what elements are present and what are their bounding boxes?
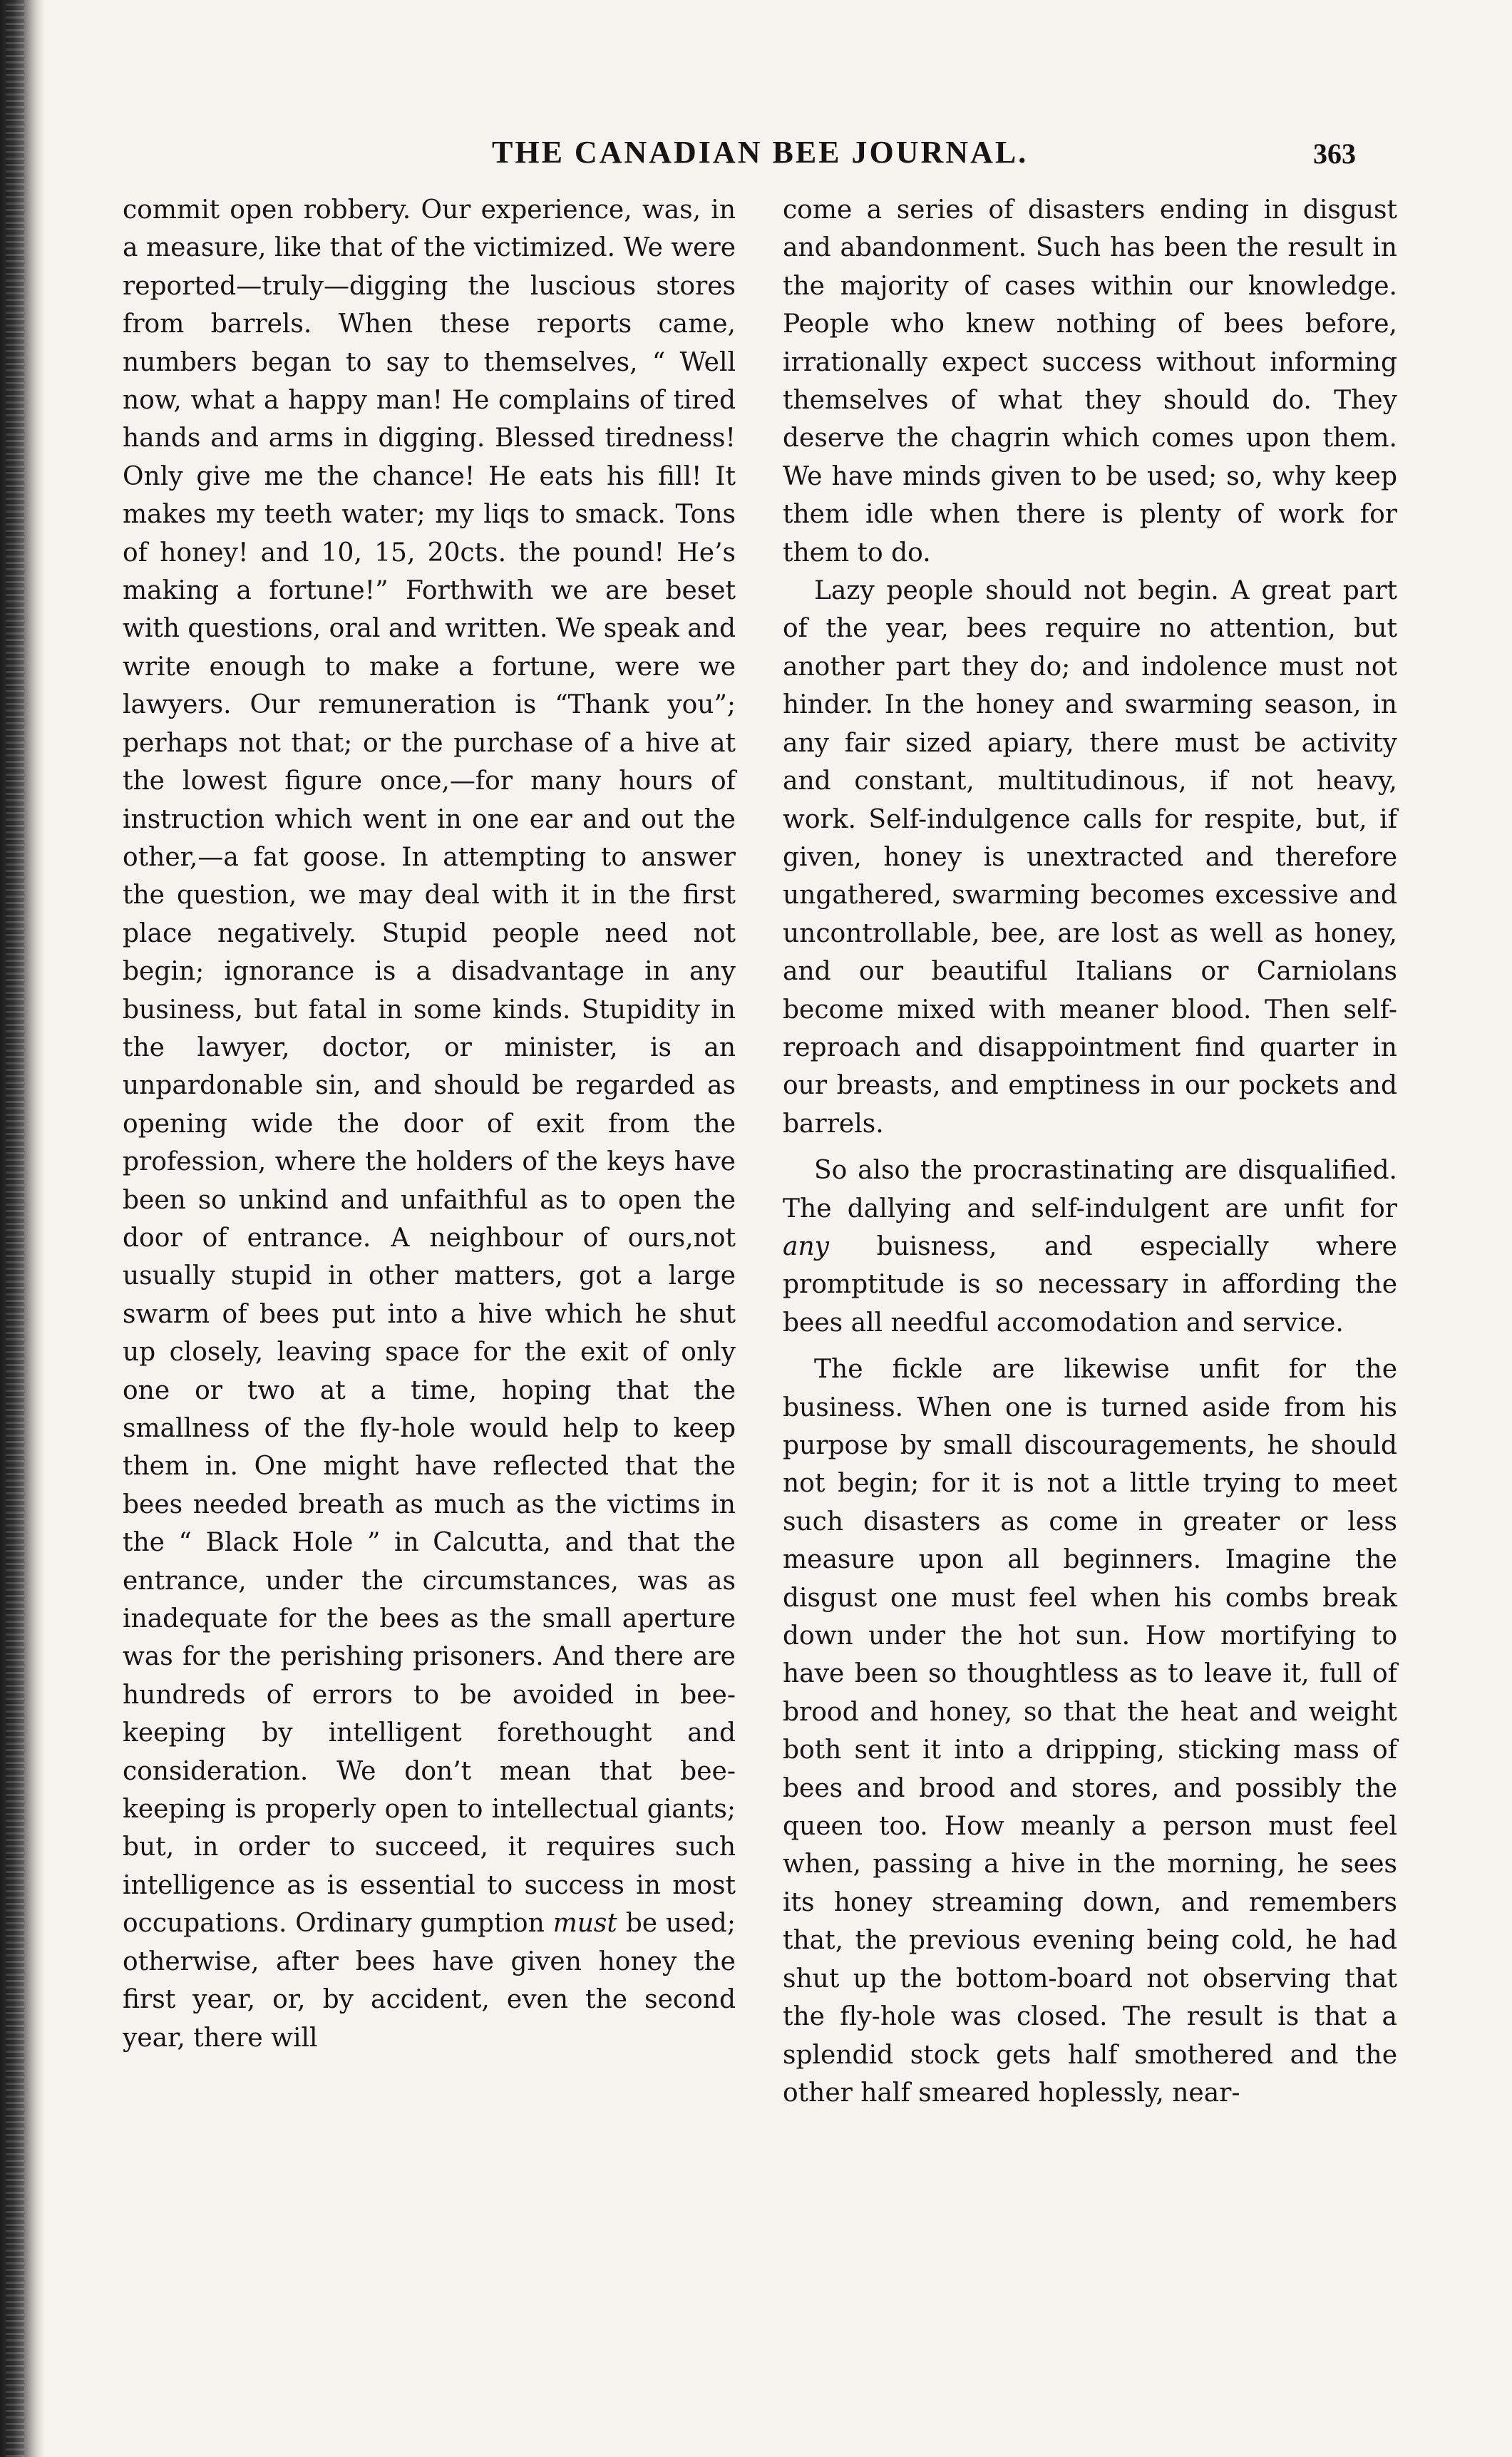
emphasis-any: any [783,1231,829,1261]
page-binding-edge [0,0,44,2457]
page-number: 363 [1313,138,1356,170]
left-column [123,191,736,2057]
left-paragraph-1-end: be used; otherwise, after bees have given honey the first year, or, by accident, even the second year, there will [123,1909,736,2053]
right-paragraph-1: come a series of disasters ending in disgust and abandonment. Such has been the result in the majority of cases within our knowledge. People who knew nothing of bees before, irrationally expect success without informing themselves of what they should do. They deserve the chagrin which comes upon them. We have minds given to be used; so, why keep them idle when there is plenty of work for them to do. [783,195,1397,568]
right-column [783,191,1397,2112]
right-paragraph-3-end: buisness, and especially where promptitude is so necessary in affording the bees all needful accomodation and service. [783,1231,1397,1338]
page-header [0,134,1512,177]
emphasis-must: must [552,1909,617,1939]
right-paragraph-4: The fickle are likewise unfit for the business. When one is turned aside from his purpose by small discouragements, he should not begin; for it is not a little trying to meet such disasters as come in greater or less measure upon all beginners. Imagine the disgust one must feel when his combs break down under the hot sun. How mortifying to have been so thoughtless as to leave it, full of brood and honey, so that the heat and weight both sent it into a dripping, sticking mass of bees and brood and stores, and possibly the queen too. How meanly a person must feel when, passing a hive in the morning, he sees its honey streaming down, and remembers that, the previous evening being cold, he had shut up the bottom-board not observing that the fly-hole was closed. The result is that a splendid stock gets half smothered and the other half smeared hoplessly, near- [783,1355,1397,2108]
left-paragraph-1 [123,191,736,2057]
running-title: THE CANADIAN BEE JOURNAL. [492,135,1029,170]
left-paragraph-1-text: commit open robbery. Our experience, was, in a measure, like that of the victimized. We were reported—truly—digging the luscious stores from barrels. When these reports came, numbers began to say to themselves, “ Well now, what a happy man! He complains of tired hands and arms in digging. Blessed tiredness! Only give me the chance! He eats his fill! It makes my teeth water; my liqs to smack. Tons of honey! and 10, 15, 20cts. the pound! He’s making a fortune!” Forthwith we are beset with questions, oral and written. We speak and write enough to make a fortune, were we lawyers. Our remuneration is “Thank you”; perhaps not that; or the purchase of a hive at the lowest figure once,—for many hours of instruction which went in one ear and out the other,—a fat goose. In attempting to answer the question, we may deal with it in the first place negatively. Stupid people need not begin; ignorance is a disadvantage in any business, but fatal in some kinds. Stupidity in the lawyer, doctor, or minister, is an unpardonable sin, and should be regarded as opening wide the door of exit from the profession, where the holders of the keys have been so unkind and unfaithful as to open the door of entrance. A neighbour of ours,not usually stupid in other matters, got a large swarm of bees put into a hive which he shut up closely, leaving space for the exit of only one or two at a time, hoping that the smallness of the fly-hole would help to keep them in. One might have reflected that the bees needed breath as much as the victims in the “ Black Hole ” in Calcutta, and that the entrance, under the circumstances, was as inadequate for the bees as the small aperture was for the perishing prisoners. And there are hundreds of errors to be avoided in bee-keeping by intelligent forethought and consideration. We don’t mean that bee-keeping is properly open to intellectual giants; but, in order to succeed, it requires such intelligence as is essential to success in most occupations. Ordinary gumption [123,195,736,1939]
right-paragraph-2: Lazy people should not begin. A great part of the year, bees require no attention, but another part they do; and indolence must not hinder. In the honey and swarming season, in any fair sized apiary, there must be activity and constant, multitudinous, if not heavy, work. Self-indulgence calls for respite, but, if given, honey is unextracted and therefore ungathered, swarming becomes excessive and uncontrollable, bee, are lost as well as honey, and our beautiful Italians or Carniolans become mixed with meaner blood. Then self-reproach and disappointment find quarter in our breasts, and emptiness in our pockets and barrels. [783,576,1397,1139]
right-paragraph-3 [783,1151,1397,1342]
right-paragraph-3-start: So also the procrastinating are disqualified. The dallying and self-indulgent are unfit for [783,1156,1397,1224]
